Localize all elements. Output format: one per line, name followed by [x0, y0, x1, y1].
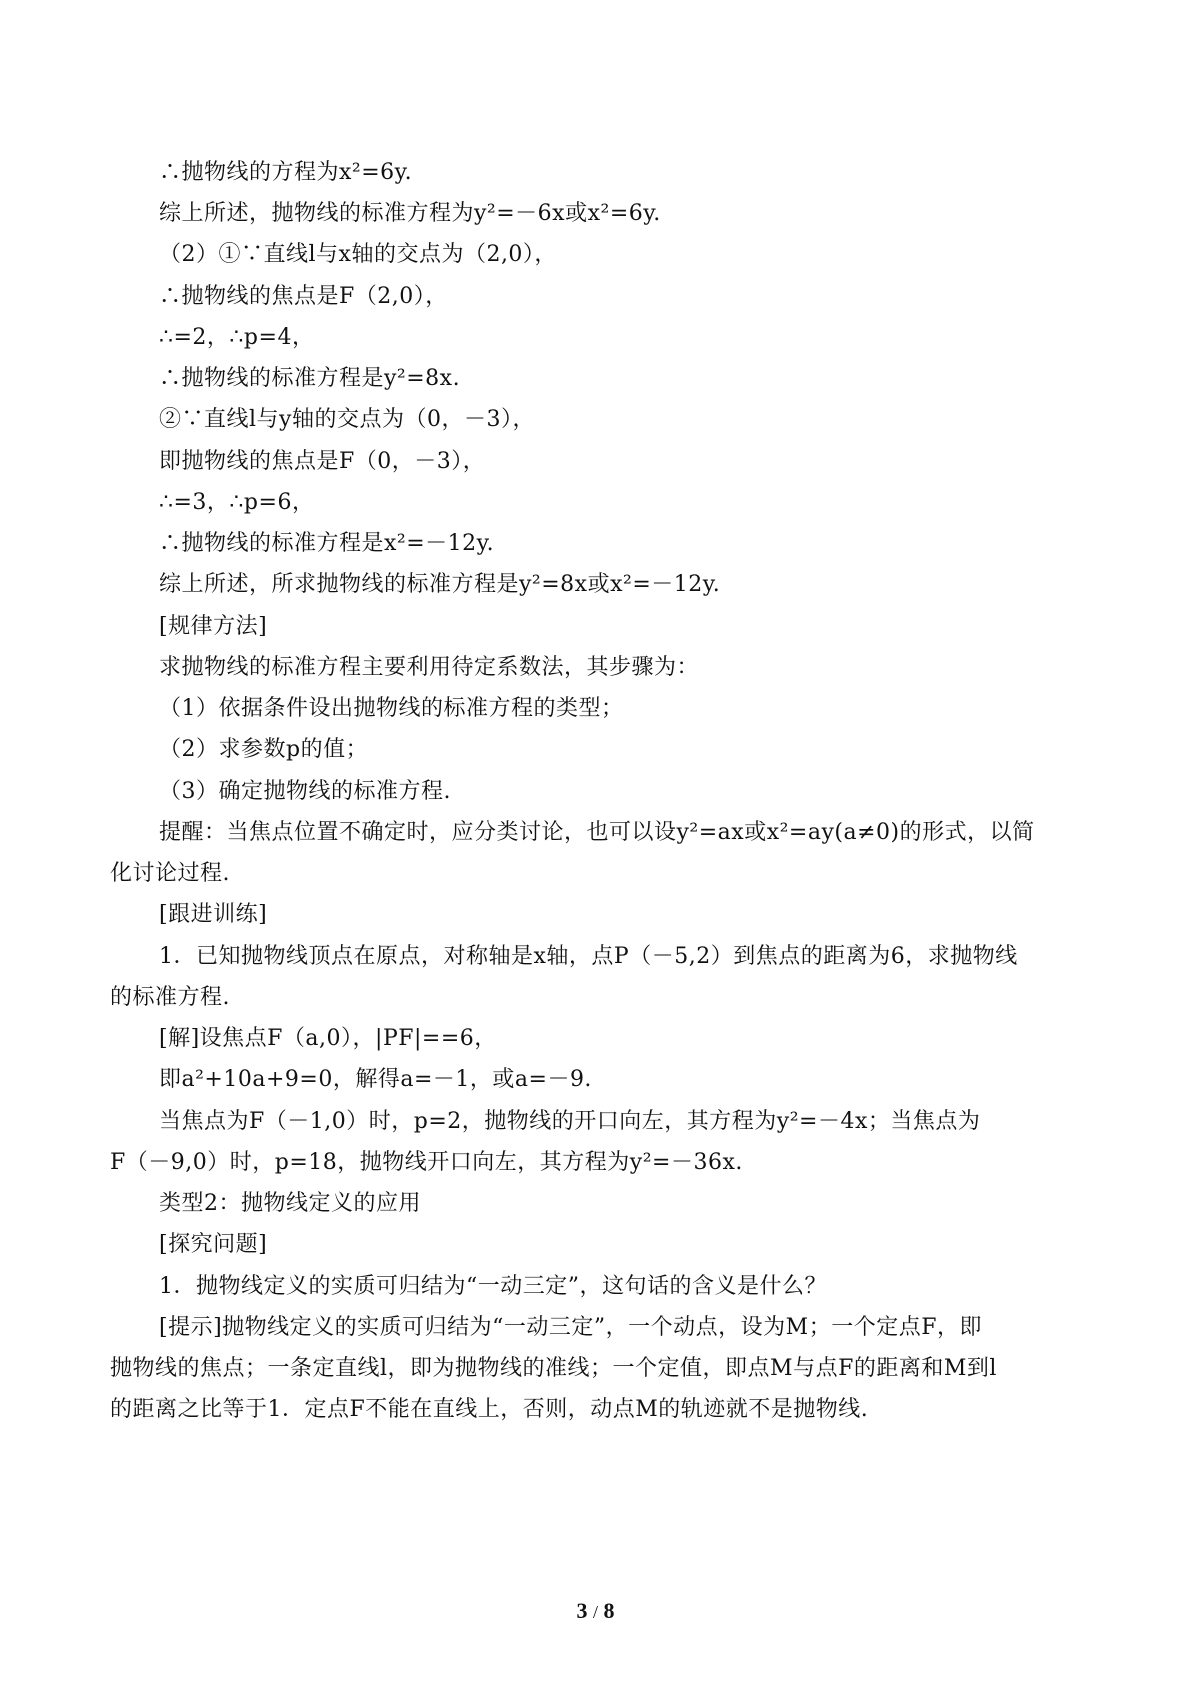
text-line: ∴抛物线的标准方程是x²=－12y.	[159, 531, 495, 556]
text-line: 1．抛物线定义的实质可归结为“一动三定”，这句话的含义是什么？	[159, 1274, 827, 1299]
text-line: （2）①∵直线l与x轴的交点为（2,0），	[159, 242, 557, 267]
text-line: 化讨论过程.	[110, 861, 230, 886]
text-line: （3）确定抛物线的标准方程.	[159, 779, 451, 804]
section-heading: [跟进训练]	[159, 902, 268, 927]
section-heading: [探究问题]	[159, 1232, 268, 1257]
text-line: ②∵直线l与y轴的交点为（0，－3），	[159, 407, 535, 432]
text-line: 的距离之比等于1．定点F不能在直线上，否则，动点M的轨迹就不是抛物线.	[110, 1397, 869, 1422]
text-line: 抛物线的焦点；一条定直线l，即为抛物线的准线；一个定值，即点M与点F的距离和M到l	[110, 1356, 997, 1381]
section-heading: [规律方法]	[159, 614, 268, 639]
page-total: 8	[603, 1598, 615, 1623]
text-line: 即抛物线的焦点是F（0，－3），	[159, 449, 486, 474]
text-line: F（－9,0）时，p=18，抛物线开口向左，其方程为y²=－36x.	[110, 1150, 743, 1175]
text-line: [提示]抛物线定义的实质可归结为“一动三定”，一个动点，设为M；一个定点F，即	[159, 1315, 982, 1340]
text-line: ∴=3，∴p=6，	[159, 490, 315, 515]
text-line: 提醒：当焦点位置不确定时，应分类讨论，也可以设y²=ax或x²=ay(a≠0)的形式，以简	[159, 820, 1035, 845]
text-line: ∴抛物线的标准方程是y²=8x.	[159, 366, 461, 391]
text-line: ∴=2，∴p=4，	[159, 325, 315, 350]
text-line: ∴抛物线的方程为x²=6y.	[159, 160, 413, 185]
text-line: 求抛物线的标准方程主要利用待定系数法，其步骤为：	[159, 655, 700, 680]
page-separator: /	[592, 1602, 598, 1622]
text-line: 即a²+10a+9=0，解得a=－1，或a=－9.	[159, 1067, 592, 1092]
text-line: （1）依据条件设出抛物线的标准方程的类型；	[159, 696, 624, 721]
page-current: 3	[576, 1598, 588, 1623]
text-line: （2）求参数p的值；	[159, 737, 369, 762]
page-number	[0, 1598, 1191, 1624]
text-line: ∴抛物线的焦点是F（2,0），	[159, 284, 448, 309]
text-line: 当焦点为F（－1,0）时，p=2，抛物线的开口向左，其方程为y²=－4x；当焦点为	[159, 1109, 981, 1134]
text-line: [解]设焦点F（a,0），|PF|==6，	[159, 1026, 497, 1051]
text-line: 综上所述，所求抛物线的标准方程是y²=8x或x²=－12y.	[159, 572, 721, 597]
section-heading: 类型2：抛物线定义的应用	[159, 1191, 421, 1216]
text-line: 综上所述，抛物线的标准方程为y²=－6x或x²=6y.	[159, 201, 661, 226]
text-line: 的标准方程.	[110, 985, 230, 1010]
text-line: 1．已知抛物线顶点在原点，对称轴是x轴，点P（－5,2）到焦点的距离为6，求抛物线	[159, 944, 1018, 969]
